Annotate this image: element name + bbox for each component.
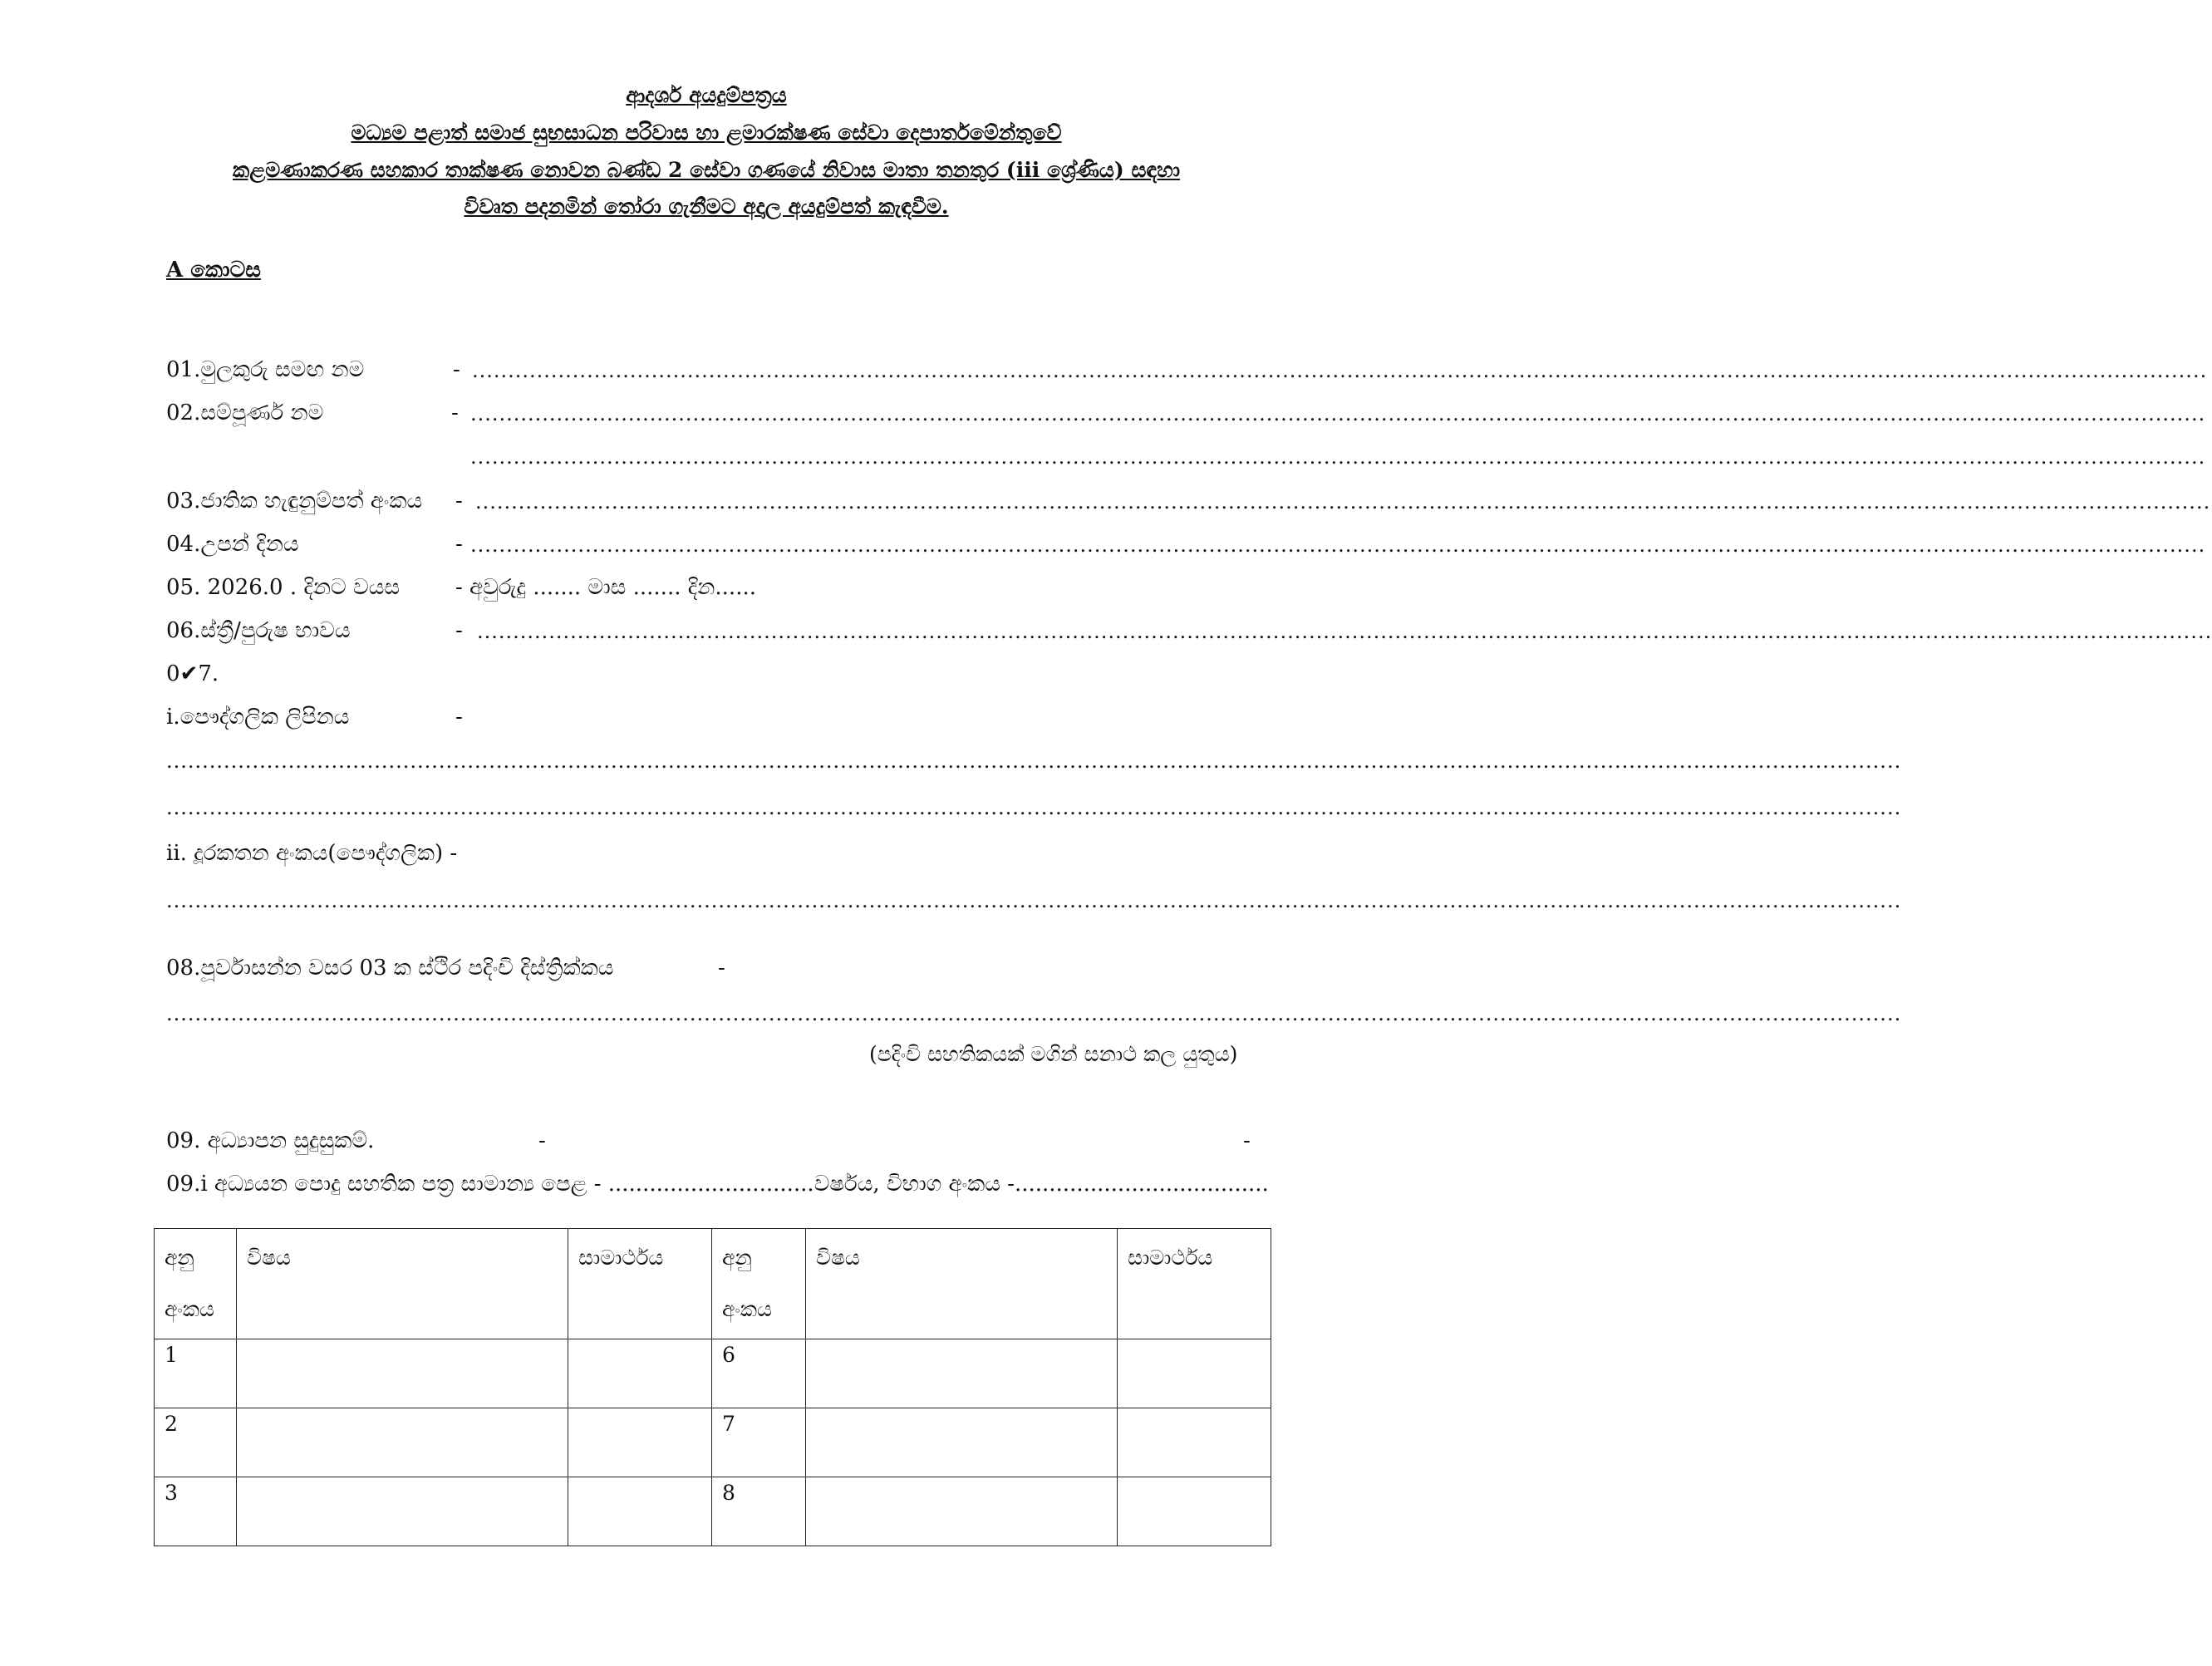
ol-exam-line[interactable]: 09.i අධ්‍යයන පොදු සහතික පත්‍ර සාමාන්‍ය පෙළ - ..............................වර්ෂය, විභාග අංකය -..................................... [166, 1172, 1269, 1197]
dash: - [538, 1128, 546, 1153]
table-row [155, 1339, 1271, 1408]
subject-cell[interactable] [237, 1477, 568, 1546]
district-label: 08.පූර්වාසන්න වසර 03 ක ස්ථිර පදිංචි දිස්ත්‍රික්කය [166, 956, 614, 980]
district-note: (පදිංචි සහතිකයක් මගින් සනාථ කල යුතුය) [869, 1042, 1238, 1066]
header-grade-right: සාමාර්ථය [1118, 1229, 1271, 1339]
subject-cell[interactable] [806, 1408, 1118, 1477]
header-index-right: අනු අංකය [712, 1229, 806, 1339]
phone-field[interactable]: .................................................................................................................................................................................................................................................. [166, 889, 1902, 912]
address-field-line1[interactable]: .................................................................................................................................................................................................................................................. [166, 749, 1902, 773]
dash: - [453, 357, 460, 382]
dash: - [455, 618, 463, 643]
address-field-line2[interactable]: .................................................................................................................................................................................................................................................. [166, 796, 1902, 819]
section-a-title: A කොටස [166, 258, 261, 283]
contact-section-label: 0✔7. [166, 661, 219, 686]
full-name-field-line1[interactable]: .................................................................................................................................................................................................................................................. [470, 402, 2206, 425]
address-label: i.පෞද්ගලික ලිපිනය [166, 705, 350, 730]
index-cell: 2 [155, 1408, 237, 1477]
dob-label: 04.උපන් දිනය [166, 532, 299, 557]
recruitment-line: විවෘත පදනමින් තෝරා ගැනීමට අදාල අයදුම්පත් කැඳවීම. [464, 194, 949, 219]
grade-cell[interactable] [1118, 1408, 1271, 1477]
name-with-initials-label: 01.මුලකුරු සමඟ නම [166, 357, 365, 382]
nic-label: 03.ජාතික හැඳුනුම්පත් අංකය [166, 489, 423, 514]
subject-cell[interactable] [237, 1339, 568, 1408]
index-cell: 7 [712, 1408, 806, 1477]
age-field[interactable]: - අවුරුදු ....... මාස ....... දින...... [455, 575, 756, 600]
index-cell: 1 [155, 1339, 237, 1408]
nic-field[interactable]: .................................................................................................................................................................................................................................................. [475, 490, 2211, 514]
post-line: කළමණාකරණ සහකාර තාක්ෂණ නොවන බණ්ඩ 2 සේවා ගණයේ නිවාස මාතා තනතුර (iii ශ්‍රේණිය) සඳහා [232, 158, 1181, 182]
table-row [155, 1408, 1271, 1477]
dash: - [455, 705, 463, 730]
dob-field[interactable]: .................................................................................................................................................................................................................................................. [470, 533, 2206, 557]
district-field[interactable]: .................................................................................................................................................................................................................................................. [166, 1002, 1902, 1025]
dash: - [451, 401, 459, 425]
index-cell: 6 [712, 1339, 806, 1408]
grade-cell[interactable] [568, 1477, 712, 1546]
header-subject-right: විෂය [806, 1229, 1118, 1339]
subject-cell[interactable] [237, 1408, 568, 1477]
table-header-row [155, 1229, 1271, 1339]
full-name-label: 02.සම්පූර්ණ නම [166, 401, 324, 425]
table-row [155, 1477, 1271, 1546]
grade-cell[interactable] [1118, 1339, 1271, 1408]
grade-cell[interactable] [568, 1339, 712, 1408]
grade-cell[interactable] [1118, 1477, 1271, 1546]
header-subject-left: විෂය [237, 1229, 568, 1339]
header-index-left: අනු අංකය [155, 1229, 237, 1339]
phone-label: ii. දූරකතන අංකය(පෞද්ගලික) - [166, 841, 458, 866]
dash: - [455, 489, 463, 514]
index-cell: 8 [712, 1477, 806, 1546]
department-line: මධ්‍යම පළාත් සමාජ සුභසාධන පරිවාස හා ළමාරක්ෂණ සේවා දෙපාර්තමේන්තුවේ [351, 120, 1062, 145]
subject-cell[interactable] [806, 1339, 1118, 1408]
name-with-initials-field[interactable]: .................................................................................................................................................................................................................................................. [472, 359, 2208, 382]
dash: - [455, 532, 463, 557]
education-label: 09. අධ්‍යාපන සුදුසුකම්. [166, 1128, 375, 1153]
form-title: ආදර්ශ අයදුම්පත්‍රය [626, 83, 787, 107]
dash: - [718, 956, 725, 980]
gender-label: 06.ස්ත්‍රී/පුරුෂ භාවය [166, 618, 351, 643]
full-name-field-line2[interactable]: .................................................................................................................................................................................................................................................. [470, 445, 2206, 469]
subject-cell[interactable] [806, 1477, 1118, 1546]
ol-results-table [154, 1228, 1271, 1546]
dash: - [1243, 1128, 1251, 1153]
grade-cell[interactable] [568, 1408, 712, 1477]
header-grade-left: සාමාර්ථය [568, 1229, 712, 1339]
gender-field[interactable]: .................................................................................................................................................................................................................................................. [477, 620, 2212, 643]
age-label: 05. 2026.0 . දිනට වයස [166, 575, 401, 600]
index-cell: 3 [155, 1477, 237, 1546]
